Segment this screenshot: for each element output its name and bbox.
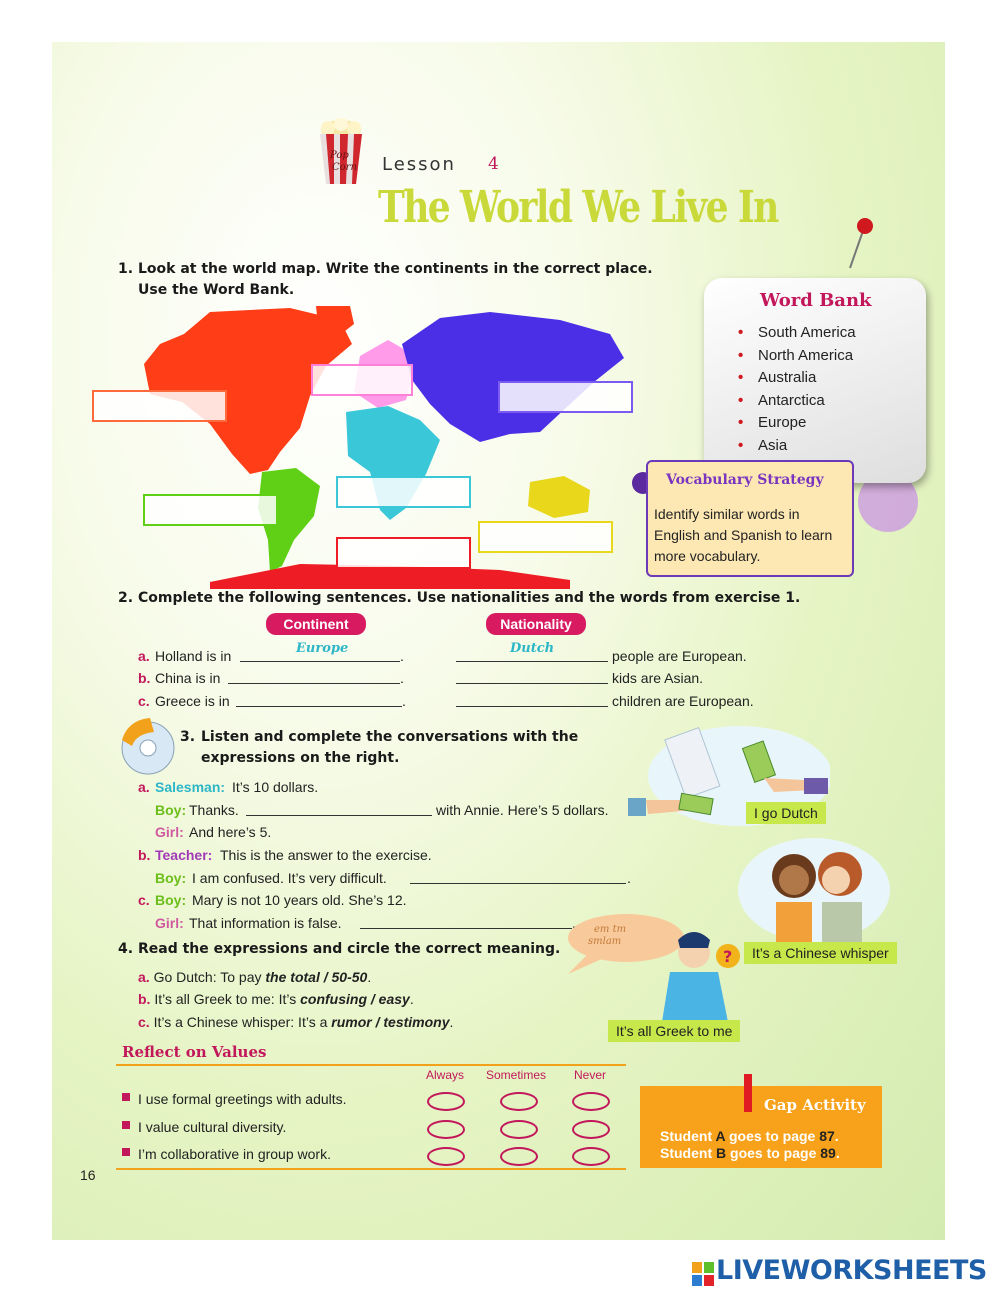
ex2-c-nationality-input[interactable]: [456, 706, 608, 707]
gap-marker: [744, 1074, 752, 1112]
gap-line-2: Student B goes to page 89.: [660, 1145, 840, 1161]
pin-icon: [846, 214, 876, 270]
ex4-b-text: It’s all Greek to me: It’s: [154, 991, 301, 1007]
col-never: Never: [574, 1068, 607, 1082]
col-always: Always: [426, 1068, 465, 1082]
gap-l1a: Student: [660, 1128, 716, 1144]
hand-money-icon: [628, 790, 728, 826]
ex4-instruction: Read the expressions and circle the correct meaning.: [138, 941, 561, 957]
word-bank-item: • Antarctica: [758, 390, 856, 413]
ex3-c-line2: That information is false.: [189, 915, 342, 931]
antarctica-input[interactable]: [336, 537, 471, 569]
ex4-c-options[interactable]: rumor / testimony: [331, 1014, 450, 1030]
ex4-item-a: [138, 969, 371, 985]
nationality-header: Nationality: [486, 613, 586, 635]
col-sometimes: Sometimes: [486, 1068, 547, 1082]
svg-text:?: ?: [723, 947, 733, 966]
expression-label-greek: It’s all Greek to me: [608, 1020, 740, 1042]
ex2-b-continent-input[interactable]: [228, 683, 400, 684]
ex3-number: 3.: [180, 729, 196, 745]
reflect-row-2: I value cultural diversity.: [138, 1119, 287, 1135]
liveworksheets-brand: LIVEWORKSHEETS: [716, 1255, 987, 1286]
word-bank-item: • North America: [758, 345, 856, 368]
ex2-c-continent-input[interactable]: [236, 706, 402, 707]
ex3-c-letter: c.: [138, 892, 150, 908]
ex1-instruction-2: Use the Word Bank.: [138, 282, 295, 298]
expression-label-dutch: I go Dutch: [746, 802, 826, 824]
gap-l1c: goes to page: [725, 1128, 820, 1144]
never-oval-3[interactable]: [572, 1147, 610, 1166]
gap-student-b: B: [716, 1145, 727, 1161]
ex2-b-dot: .: [400, 670, 404, 686]
ex3-a-speaker2: Boy:: [155, 802, 187, 818]
reflect-row-3: I’m collaborative in group work.: [138, 1146, 331, 1162]
vocab-strategy-title: Vocabulary Strategy: [666, 472, 824, 488]
ex3-b-dot: .: [627, 870, 631, 886]
ex2-instruction: Complete the following sentences. Use nationalities and the words from exercise 1.: [138, 590, 801, 606]
ex2-b-nationality-input[interactable]: [456, 683, 608, 684]
ex3-b-letter: b.: [138, 847, 151, 863]
ex4-c-letter: c.: [138, 1014, 150, 1030]
australia-input[interactable]: [478, 521, 613, 553]
asia-input[interactable]: [498, 381, 633, 413]
africa-input[interactable]: [336, 476, 471, 508]
ex3-a-line2b: with Annie. Here’s 5 dollars.: [436, 802, 609, 818]
ex3-a-input[interactable]: [246, 815, 432, 816]
ex4-a-text: Go Dutch: To pay: [153, 969, 266, 985]
ex2-number: 2.: [118, 590, 134, 606]
ex4-b-options[interactable]: confusing / easy: [300, 991, 410, 1007]
ex3-instruction-2: expressions on the right.: [201, 750, 400, 766]
always-oval-2[interactable]: [427, 1120, 465, 1139]
sometimes-oval-2[interactable]: [500, 1120, 538, 1139]
page-title: The World We Live In: [378, 182, 778, 233]
ex3-a-line2a: Thanks.: [189, 802, 239, 818]
ex3-b-line2: I am confused. It’s very difficult.: [192, 870, 387, 886]
word-bank-item: • Europe: [758, 412, 856, 435]
word-bank-item: • Australia: [758, 367, 856, 390]
ex2-b-letter: b.: [138, 670, 151, 686]
ex1-instruction: Look at the world map. Write the continents in the correct place.: [138, 261, 653, 277]
vocab-strategy-text: Identify similar words in English and Spanish to learn more vocabulary.: [654, 506, 833, 564]
lesson-label: Lesson: [382, 154, 456, 175]
cd-audio-icon: [114, 714, 176, 776]
ex4-a-end: .: [367, 969, 372, 985]
ex2-a-letter: a.: [138, 648, 150, 664]
ex3-a-speaker1: Salesman:: [155, 779, 226, 795]
reflect-bottom-rule: [116, 1168, 626, 1170]
ex3-a-speaker3: Girl:: [155, 824, 184, 840]
ex3-a-line1: It’s 10 dollars.: [232, 779, 319, 795]
ex4-a-letter: a.: [138, 969, 150, 985]
ex1-number: 1.: [118, 261, 134, 277]
gap-activity-box: [640, 1086, 882, 1168]
ex4-b-letter: b.: [138, 991, 151, 1007]
ex2-b-end: kids are Asian.: [612, 670, 704, 686]
ex3-instruction: Listen and complete the conversations with the: [201, 729, 579, 745]
never-oval-2[interactable]: [572, 1120, 610, 1139]
ex2-c-text: Greece is in: [155, 693, 230, 709]
ex3-c-dot: .: [572, 915, 576, 931]
liveworksheets-logo-icon: [692, 1262, 714, 1286]
ex3-b-input[interactable]: [410, 883, 626, 884]
bullet-square: [122, 1121, 130, 1129]
ex2-a-continent-input[interactable]: [240, 661, 400, 662]
always-oval-1[interactable]: [427, 1092, 465, 1111]
word-bank-list: [758, 322, 856, 480]
word-bank: [704, 278, 926, 483]
confused-boy-illustration: [558, 910, 740, 1022]
lesson-number: 4: [488, 154, 499, 174]
gap-l2c: goes to page: [726, 1145, 821, 1161]
expression-label-chinese: It’s a Chinese whisper: [744, 942, 897, 964]
worksheet-page: [52, 42, 945, 1240]
ex2-a-text: Holland is in: [155, 648, 232, 664]
ex2-a-end: people are European.: [612, 648, 747, 664]
ex2-a-nationality-answer: Dutch: [510, 641, 555, 656]
ex4-item-b: [138, 991, 414, 1007]
ex2-c-end: children are European.: [612, 693, 754, 709]
ex2-b-text: China is in: [155, 670, 221, 686]
ex4-a-options[interactable]: the total / 50-50: [265, 969, 368, 985]
gap-student-a: A: [715, 1128, 726, 1144]
north-america-input[interactable]: [92, 390, 227, 422]
word-bank-item: • South America: [758, 322, 856, 345]
popcorn-icon: [316, 118, 366, 186]
word-bank-title: Word Bank: [760, 290, 872, 311]
svg-text:smlam: smlam: [588, 936, 622, 947]
whispering-girls-illustration: [736, 834, 892, 946]
gap-page-a: 87: [819, 1128, 835, 1144]
svg-text:Corn: Corn: [332, 162, 357, 173]
asia-shape: [402, 312, 624, 442]
ex2-c-letter: c.: [138, 693, 150, 709]
ex3-b-speaker2: Boy:: [155, 870, 187, 886]
ex3-b-line1: This is the answer to the exercise.: [220, 847, 432, 863]
gap-page-b: 89: [820, 1145, 836, 1161]
vocab-strategy-box: [646, 460, 854, 577]
reflect-title: Reflect on Values: [122, 1043, 267, 1061]
svg-text:Pop: Pop: [330, 150, 349, 161]
australia-shape: [528, 476, 590, 518]
ex3-a-line3: And here’s 5.: [189, 824, 272, 840]
ex3-a-letter: a.: [138, 779, 150, 795]
page-number: 16: [80, 1167, 96, 1183]
gap-line-1: Student A goes to page 87.: [660, 1128, 839, 1144]
gap-l2a: Student: [660, 1145, 716, 1161]
bullet-square: [122, 1148, 130, 1156]
ex2-a-nationality-input[interactable]: [456, 661, 608, 662]
ex2-a-dot: .: [400, 648, 404, 664]
ex4-b-end: .: [409, 991, 414, 1007]
ex3-b-speaker1: Teacher:: [155, 847, 213, 863]
ex4-c-text: It’s a Chinese whisper: It’s a: [153, 1014, 332, 1030]
always-oval-3[interactable]: [427, 1147, 465, 1166]
ex4-c-end: .: [449, 1014, 454, 1030]
south-america-input[interactable]: [143, 494, 278, 526]
europe-input[interactable]: [311, 364, 413, 396]
sometimes-oval-3[interactable]: [500, 1147, 538, 1166]
sometimes-oval-1[interactable]: [500, 1092, 538, 1111]
ex3-c-speaker2: Girl:: [155, 915, 184, 931]
reflect-row-1: I use formal greetings with adults.: [138, 1091, 347, 1107]
bullet-square: [122, 1093, 130, 1101]
ex4-item-c: [138, 1014, 453, 1030]
svg-text:em tm: em tm: [594, 924, 627, 935]
word-bank-item: • Asia: [758, 435, 856, 458]
ex2-c-dot: .: [402, 693, 406, 709]
ex3-c-line1: Mary is not 10 years old. She’s 12.: [192, 892, 407, 908]
ex3-c-input[interactable]: [360, 928, 572, 929]
continent-header: Continent: [266, 613, 366, 635]
ex2-a-continent-answer: Europe: [296, 641, 349, 656]
ex4-number: 4.: [118, 941, 134, 957]
ex3-c-speaker1: Boy:: [155, 892, 187, 908]
never-oval-1[interactable]: [572, 1092, 610, 1111]
reflect-top-rule: [116, 1064, 626, 1066]
gap-title: Gap Activity: [764, 1096, 866, 1114]
